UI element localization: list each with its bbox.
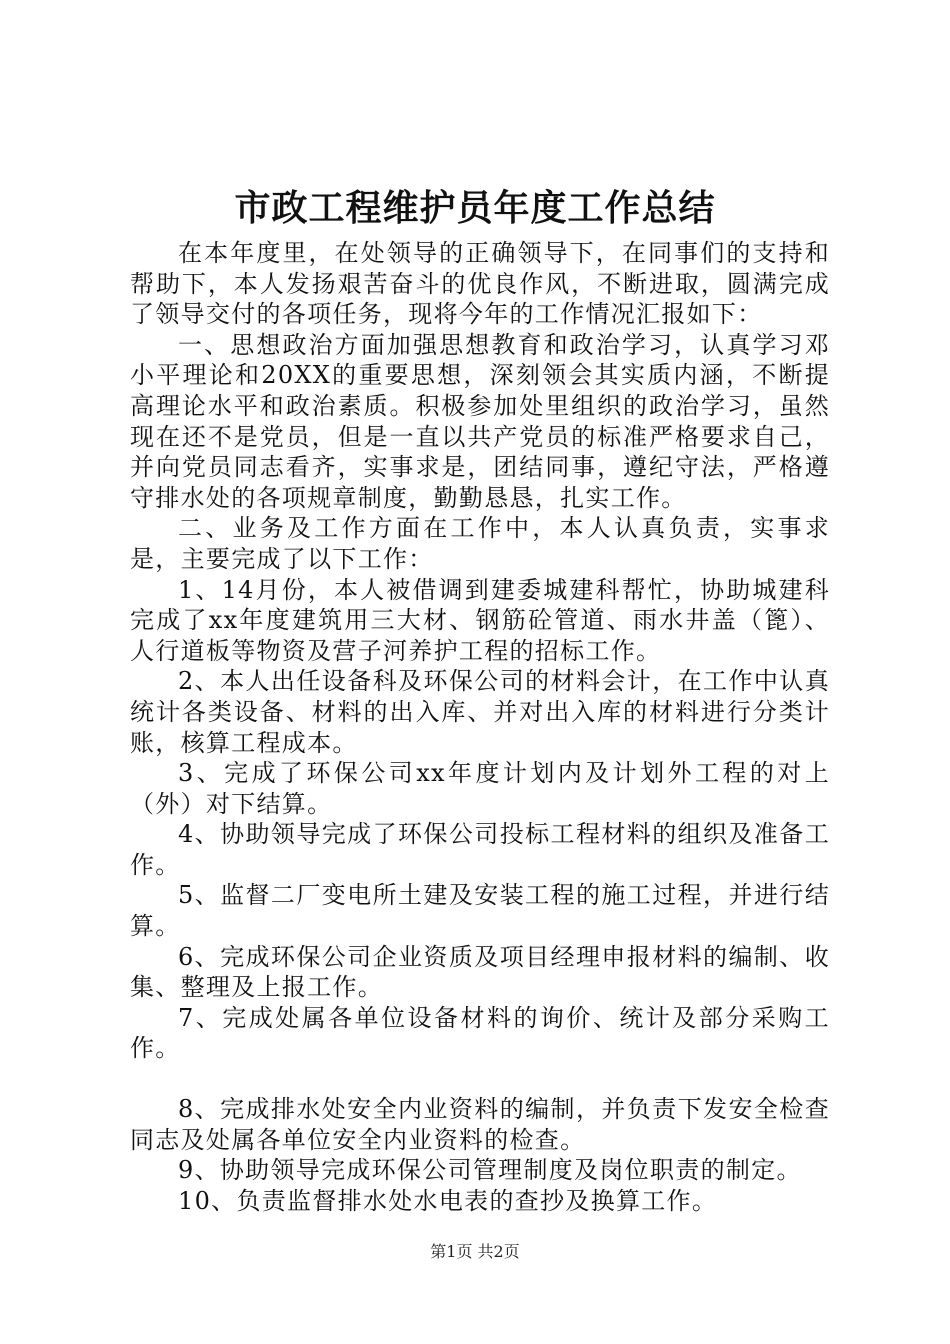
list-item-3: 3、完成了环保公司xx年度计划内及计划外工程的对上（外）对下结算。: [130, 759, 830, 818]
paragraph-intro: 在本年度里，在处领导的正确领导下，在同事们的支持和帮助下，本人发扬艰苦奋斗的优良作风，不断进取，圆满完成了领导交付的各项任务，现将今年的工作情况汇报如下：: [130, 239, 830, 329]
list-item-7: 7、完成处属各单位设备材料的询价、统计及部分采购工作。: [130, 1003, 830, 1063]
list-item-9: 9、协助领导完成环保公司管理制度及岗位职责的制定。: [178, 1156, 802, 1185]
list-item-4: 4、协助领导完成了环保公司投标工程材料的组织及准备工作。: [130, 820, 830, 879]
list-item-8: 8、完成排水处安全内业资料的编制，并负责下发安全检查同志及处属各单位安全内业资料的检查。: [130, 1095, 830, 1154]
page-footer: 第1页 共2页: [430, 1242, 520, 1261]
list-item-10: 10、负责监督排水处水电表的查抄及换算工作。: [178, 1186, 718, 1215]
document-title: 市政工程维护员年度工作总结: [234, 187, 716, 229]
list-item-2: 2、本人出任设备科及环保公司的材料会计，在工作中认真统计各类设备、材料的出入库、并对出入库的材料进行分类计账，核算工程成本。: [130, 667, 830, 757]
document-body: [130, 238, 830, 1216]
paragraph-section-2: 二、业务及工作方面在工作中，本人认真负责，实事求是，主要完成了以下工作：: [130, 514, 830, 573]
list-item-5: 5、监督二厂变电所土建及安装工程的施工过程，并进行结算。: [130, 881, 830, 941]
paragraph-section-1: 一、思想政治方面加强思想教育和政治学习，认真学习邓小平理论和20XX的重要思想，深刻领会其实质内涵，不断提高理论水平和政治素质。积极参加处里组织的政治学习，虽然现在还不是党员，但是一直以共产党员的标准严格要求自己，并向党员同志看齐，实事求是，团结同事，遵纪守法，严格遵守排水处的各项规章制度，勤勤恳恳，扎实工作。: [130, 330, 830, 512]
list-item-1: 1、14月份，本人被借调到建委城建科帮忙，协助城建科完成了xx年度建筑用三大材、钢筋砼管道、雨水井盖（篦）、人行道板等物资及营子河养护工程的招标工作。: [130, 575, 830, 665]
list-item-6: 6、完成环保公司企业资质及项目经理申报材料的编制、收集、整理及上报工作。: [130, 942, 830, 1002]
